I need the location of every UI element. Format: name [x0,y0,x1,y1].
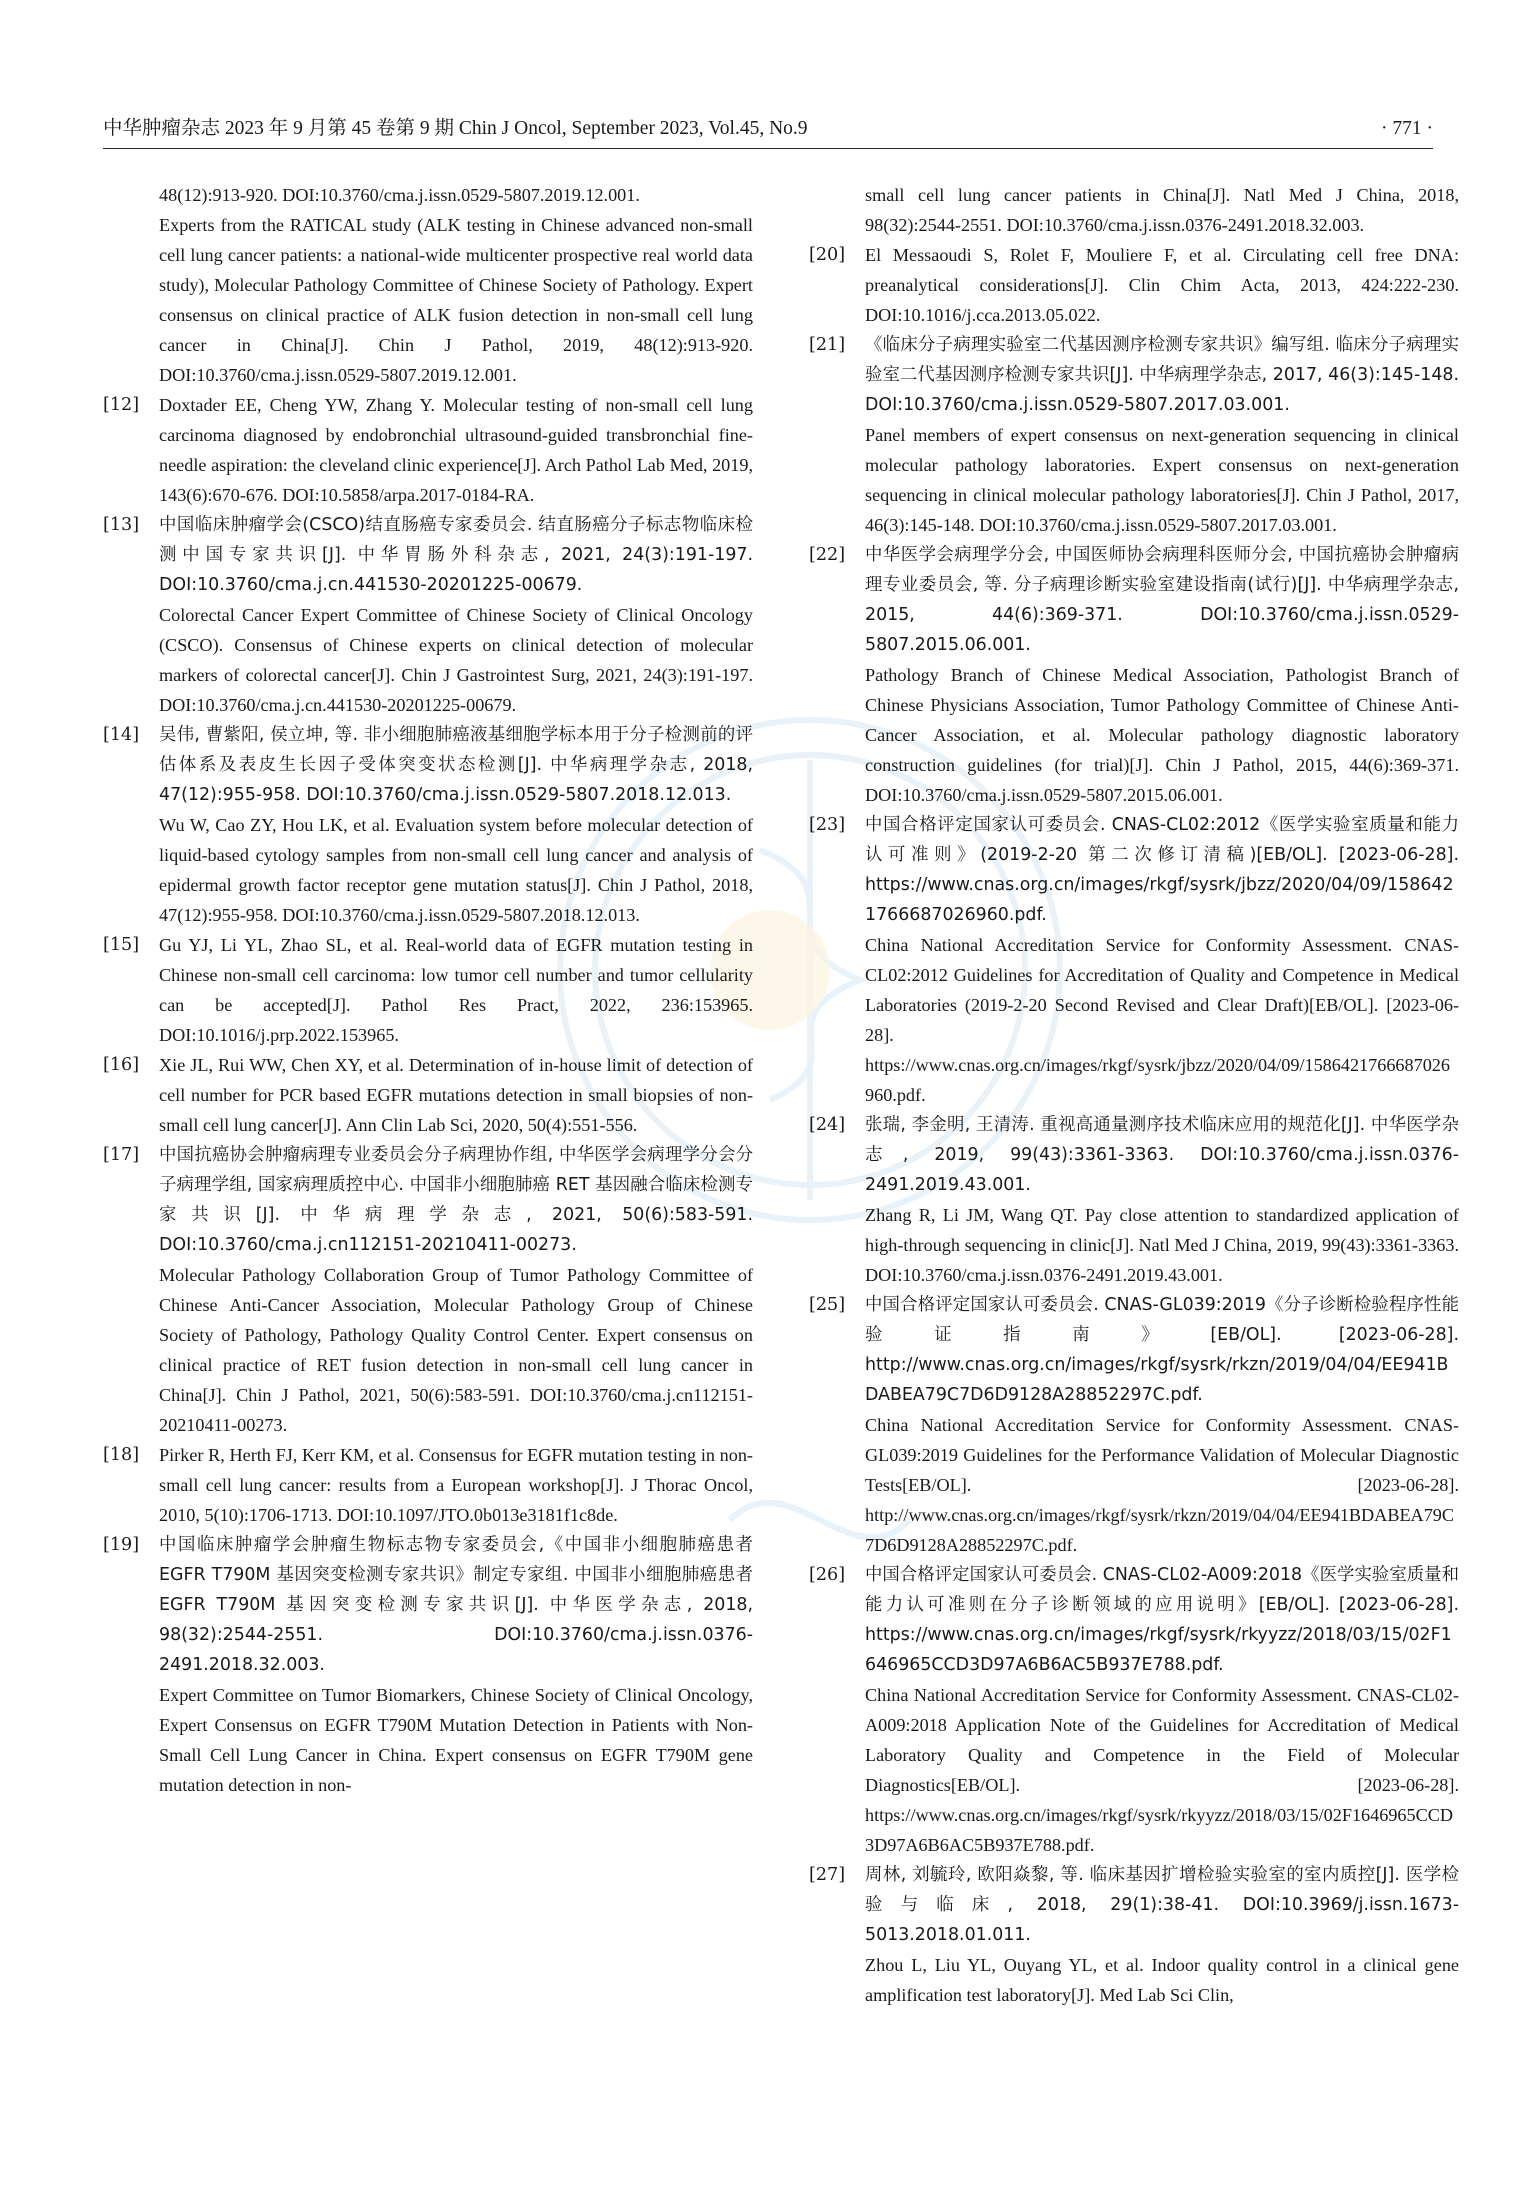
reference-item [809,1860,1459,2010]
reference-text-english: Zhou L, Liu YL, Ouyang YL, et al. Indoor quality control in a clinical gene amplification test laboratory[J]. Med Lab Sci Clin, [865,1955,1459,2005]
reference-text-english: China National Accreditation Service for Conformity Assessment. CNAS-GL039:2019 Guidelines for the Performance Validation of Molecular Diagnostic Tests[EB/OL]. [2023-06-28]. http://www.cnas.org.cn/images/rkgf/sysrk/rkzn/2019/04/04/EE941BDABEA79C7D6D9128A28852297C.pdf. [865,1415,1459,1555]
reference-text-chinese: 中国抗癌协会肿瘤病理专业委员会分子病理协作组, 中华医学会病理学分会分子病理学组, 国家病理质控中心. 中国非小细胞肺癌 RET 基因融合临床检测专家共识[J]. 中华病理学杂志, 2021, 50(6):583-591. DOI:10.3760/cma.j.cn112151-20210411-00273. [159,1145,753,1255]
reference-item [809,330,1459,540]
reference-item [809,240,1459,330]
reference-text-english: Doxtader EE, Cheng YW, Zhang Y. Molecular testing of non-small cell lung carcinoma diagnosed by endobronchial ultrasound-guided transbronchial fine-needle aspiration: the cleveland clinic experience[J]. Arch Pathol Lab Med, 2019, 143(6):670-676. DOI:10.5858/arpa.2017-0184-RA. [159,395,753,505]
reference-item [809,540,1459,810]
references-left-column [103,180,753,1800]
reference-text-chinese: 中国合格评定国家认可委员会. CNAS-GL039:2019《分子诊断检验程序性能验证指南》[EB/OL]. [2023-06-28]. http://www.cnas.org.cn/images/rkgf/sysrk/rkzn/2019/04/04/EE941BDABEA79C7D6D9128A28852297C.pdf. [865,1295,1459,1405]
reference-text-chinese: 中华医学会病理学分会, 中国医师协会病理科医师分会, 中国抗癌协会肿瘤病理专业委员会, 等. 分子病理诊断实验室建设指南(试行)[J]. 中华病理学杂志, 2015, 44(6):369-371. DOI:10.3760/cma.j.issn.0529-5807.2015.06.001. [865,545,1459,655]
reference-text-english: China National Accreditation Service for Conformity Assessment. CNAS-CL02:2012 Guidelines for Accreditation of Quality and Competence in Medical Laboratories (2019-2-20 Second Revised and Clear Draft)[EB/OL]. [2023-06-28]. https://www.cnas.org.cn/images/rkgf/sysrk/jbzz/2020/04/09/1586421766687026960.pdf. [865,935,1459,1105]
reference-item [809,1110,1459,1290]
reference-text-chinese: 中国合格评定国家认可委员会. CNAS-CL02:2012《医学实验室质量和能力认可准则》(2019-2-20 第二次修订清稿)[EB/OL]. [2023-06-28]. https://www.cnas.org.cn/images/rkgf/sysrk/jbzz/2020/04/09/1586421766687026960.pdf. [865,815,1459,925]
reference-number: [14] [103,725,140,745]
reference-text-chinese: 中国临床肿瘤学会(CSCO)结直肠癌专家委员会. 结直肠癌分子标志物临床检测中国专家共识[J]. 中华胃肠外科杂志, 2021, 24(3):191-197. DOI:10.3760/cma.j.cn.441530-20201225-00679. [159,515,753,595]
journal-citation: 中华肿瘤杂志 2023 年 9 月第 45 卷第 9 期 Chin J Oncol, September 2023, Vol.45, No.9 [103,118,808,139]
reference-text-english: Xie JL, Rui WW, Chen XY, et al. Determination of in-house limit of detection of cell number for PCR based EGFR mutations detection in small biopsies of non-small cell lung cancer[J]. Ann Clin Lab Sci, 2020, 50(4):551-556. [159,1055,753,1135]
reference-number: [18] [103,1445,140,1465]
reference-text-english: Wu W, Cao ZY, Hou LK, et al. Evaluation system before molecular detection of liquid-based cytology samples from non-small cell lung cancer and analysis of epidermal growth factor receptor gene mutation status[J]. Chin J Pathol, 2018, 47(12):955-958. DOI:10.3760/cma.j.issn.0529-5807.2018.12.013. [159,815,753,925]
reference-number: [19] [103,1535,140,1555]
reference-text-english: Zhang R, Li JM, Wang QT. Pay close attention to standardized application of high-through sequencing in clinic[J]. Natl Med J China, 2019, 99(43):3361-3363. DOI:10.3760/cma.j.issn.0376-2491.2019.43.001. [865,1205,1459,1285]
reference-number: [15] [103,935,140,955]
reference-number: [13] [103,515,140,535]
reference-item [103,1050,753,1140]
reference-text-english: Molecular Pathology Collaboration Group of Tumor Pathology Committee of Chinese Anti-Cancer Association, Molecular Pathology Group of Chinese Society of Pathology, Pathology Quality Control Center. Expert consensus on clinical practice of RET fusion detection in non-small cell lung cancer in China[J]. Chin J Pathol, 2021, 50(6):583-591. DOI:10.3760/cma.j.cn112151-20210411-00273. [159,1265,753,1435]
reference-item [103,930,753,1050]
reference-number: [20] [809,245,846,265]
reference-item [809,810,1459,1110]
reference-number: [22] [809,545,846,565]
reference-text-english: Colorectal Cancer Expert Committee of Chinese Society of Clinical Oncology (CSCO). Consensus of Chinese experts on clinical detection of molecular markers of colorectal cancer[J]. Chin J Gastrointest Surg, 2021, 24(3):191-197. DOI:10.3760/cma.j.cn.441530-20201225-00679. [159,605,753,715]
reference-text-english: El Messaoudi S, Rolet F, Mouliere F, et al. Circulating cell free DNA: preanalytical considerations[J]. Clin Chim Acta, 2013, 424:222-230. DOI:10.1016/j.cca.2013.05.022. [865,245,1459,325]
reference-text-chinese: 吴伟, 曹紫阳, 侯立坤, 等. 非小细胞肺癌液基细胞学标本用于分子检测前的评估体系及表皮生长因子受体突变状态检测[J]. 中华病理学杂志, 2018, 47(12):955-958. DOI:10.3760/cma.j.issn.0529-5807.2018.12.013. [159,725,753,805]
reference-text-chinese: 《临床分子病理实验室二代基因测序检测专家共识》编写组. 临床分子病理实验室二代基因测序检测专家共识[J]. 中华病理学杂志, 2017, 46(3):145-148. DOI:10.3760/cma.j.issn.0529-5807.2017.03.001. [865,335,1459,415]
header-rule [103,148,1433,149]
reference-number: [21] [809,335,846,355]
reference-text-chinese: 中国临床肿瘤学会肿瘤生物标志物专家委员会,《中国非小细胞肺癌患者 EGFR T790M 基因突变检测专家共识》制定专家组. 中国非小细胞肺癌患者 EGFR T790M 基因突变检测专家共识[J]. 中华医学杂志, 2018, 98(32):2544-2551. DOI:10.3760/cma.j.issn.0376-2491.2018.32.003. [159,1535,753,1675]
running-header [103,112,1433,146]
reference-item [103,1530,753,1800]
reference-text-english: Gu YJ, Li YL, Zhao SL, et al. Real-world data of EGFR mutation testing in Chinese non-small cell carcinoma: low tumor cell number and tumor cellularity can be accepted[J]. Pathol Res Pract, 2022, 236:153965. DOI:10.1016/j.prp.2022.153965. [159,935,753,1045]
reference-text-english: 48(12):913-920. DOI:10.3760/cma.j.issn.0529-5807.2019.12.001. [159,185,640,205]
reference-number: [27] [809,1865,846,1885]
reference-item [809,1290,1459,1560]
reference-text-english: Experts from the RATICAL study (ALK testing in Chinese advanced non-small cell lung cancer patients: a national-wide multicenter prospective real world data study), Molecular Pathology Committee of Chinese Society of Pathology. Expert consensus on clinical practice of ALK fusion detection in non-small cell lung cancer in China[J]. Chin J Pathol, 2019, 48(12):913-920. DOI:10.3760/cma.j.issn.0529-5807.2019.12.001. [159,215,753,385]
reference-item [103,720,753,930]
reference-text-english: Pirker R, Herth FJ, Kerr KM, et al. Consensus for EGFR mutation testing in non-small cell lung cancer: results from a European workshop[J]. J Thorac Oncol, 2010, 5(10):1706-1713. DOI:10.1097/JTO.0b013e3181f1c8de. [159,1445,753,1525]
reference-item [103,180,753,390]
reference-number: [17] [103,1145,140,1165]
reference-item [103,1140,753,1440]
reference-number: [25] [809,1295,846,1315]
reference-item [103,1440,753,1530]
reference-text-chinese: 中国合格评定国家认可委员会. CNAS-CL02-A009:2018《医学实验室质量和能力认可准则在分子诊断领域的应用说明》[EB/OL]. [2023-06-28]. https://www.cnas.org.cn/images/rkgf/sysrk/rkyyzz/2018/03/15/02F1646965CCD3D97A6B6AC5B937E788.pdf. [865,1565,1459,1675]
reference-item [809,180,1459,240]
reference-text-chinese: 周林, 刘毓玲, 欧阳焱黎, 等. 临床基因扩增检验实验室的室内质控[J]. 医学检验与临床, 2018, 29(1):38-41. DOI:10.3969/j.issn.1673-5013.2018.01.011. [865,1865,1459,1945]
references-right-column [809,180,1459,2010]
reference-item [103,510,753,720]
reference-number: [24] [809,1115,846,1135]
page-number: · 771 · [1381,118,1433,139]
reference-number: [26] [809,1565,846,1585]
reference-item [103,390,753,510]
reference-number: [12] [103,395,140,415]
reference-number: [23] [809,815,846,835]
reference-text-chinese: 张瑞, 李金明, 王清涛. 重视高通量测序技术临床应用的规范化[J]. 中华医学杂志, 2019, 99(43):3361-3363. DOI:10.3760/cma.j.issn.0376-2491.2019.43.001. [865,1115,1459,1195]
reference-item [809,1560,1459,1860]
reference-text-english: China National Accreditation Service for Conformity Assessment. CNAS-CL02-A009:2018 Application Note of the Guidelines for Accreditation of Medical Laboratory Quality and Competence in the Field of Molecular Diagnostics[EB/OL]. [2023-06-28]. https://www.cnas.org.cn/images/rkgf/sysrk/rkyyzz/2018/03/15/02F1646965CCD3D97A6B6AC5B937E788.pdf. [865,1685,1459,1855]
reference-text-english: Pathology Branch of Chinese Medical Association, Pathologist Branch of Chinese Physicians Association, Tumor Pathology Committee of Chinese Anti-Cancer Association, et al. Molecular pathology diagnostic laboratory construction guidelines (for trial)[J]. Chin J Pathol, 2015, 44(6):369-371. DOI:10.3760/cma.j.issn.0529-5807.2015.06.001. [865,665,1459,805]
reference-text-english: Panel members of expert consensus on next-generation sequencing in clinical molecular pathology laboratories. Expert consensus on next-generation sequencing in clinical molecular pathology laboratories[J]. Chin J Pathol, 2017, 46(3):145-148. DOI:10.3760/cma.j.issn.0529-5807.2017.03.001. [865,425,1459,535]
reference-text-english: Expert Committee on Tumor Biomarkers, Chinese Society of Clinical Oncology, Expert Consensus on EGFR T790M Mutation Detection in Patients with Non-Small Cell Lung Cancer in China. Expert consensus on EGFR T790M gene mutation detection in non- [159,1685,753,1795]
reference-text-english: small cell lung cancer patients in China[J]. Natl Med J China, 2018, 98(32):2544-2551. DOI:10.3760/cma.j.issn.0376-2491.2018.32.003. [865,185,1459,235]
reference-number: [16] [103,1055,140,1075]
